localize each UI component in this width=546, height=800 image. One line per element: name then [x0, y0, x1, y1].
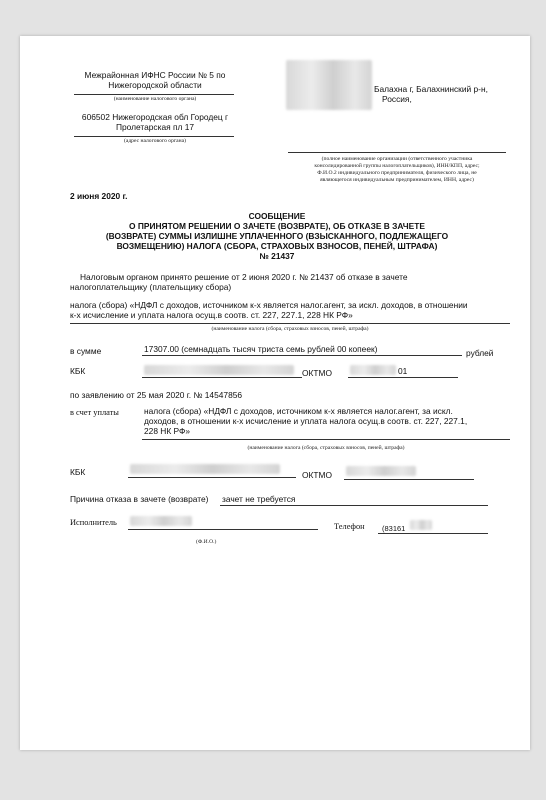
- redacted-recipient-name: [286, 60, 372, 110]
- recipient-line: [288, 152, 506, 153]
- kbk1-line: [142, 377, 302, 378]
- authority-name-caption: (наименование налогового органа): [113, 96, 197, 102]
- kbk2-label: КБК: [70, 467, 86, 477]
- redacted-kbk1: [144, 365, 294, 375]
- document-title: СООБЩЕНИЕ О ПРИНЯТОМ РЕШЕНИИ О ЗАЧЕТЕ (ВОЗВРАТЕ), ОБ ОТКАЗЕ В ЗАЧЕТЕ (ВОЗВРАТЕ) СУММЫ ИЗЛИШНЕ УПЛАЧЕННОГО (ВЗЫСКАННОГО, ПОДЛЕЖАЩЕГО ВОЗМЕЩЕНИЮ) НАЛОГА (СБОРА, СТРАХОВЫХ ВЗНОСОВ, ПЕНЕЙ, ШТРАФА) № 21437: [105, 211, 449, 261]
- document-page: [20, 36, 530, 750]
- authority-name-line: [74, 94, 234, 95]
- recipient-caption: (полное наименование организации (ответственного участника консолидированной группы налогоплательщиков), ИНН/КПП, адрес; Ф.И.О.2 индивидуального предпринимателя, физического лица, не являющегося индивидуальным предпринимателем, ИНН, адрес): [314, 156, 480, 183]
- phone-value: (83161: [382, 524, 406, 533]
- document-date: 2 июня 2020 г.: [70, 191, 128, 201]
- redacted-kbk2: [130, 464, 280, 474]
- refusal-label: Причина отказа в зачете (возврате): [70, 494, 209, 504]
- redacted-executor: [130, 516, 192, 526]
- refusal-value: зачет не требуется: [222, 494, 296, 504]
- payment-caption: (наименование налога (сбора, страховых взносов, пеней, штрафа): [247, 445, 405, 451]
- recipient-address: Балахна г, Балахнинский р-н, Россия,: [374, 84, 488, 104]
- authority-address: 606502 Нижегородская обл Городец г Пролетарская пл 17: [81, 112, 229, 132]
- tax-name-caption: (наименование налога (сбора, страховых взносов, пеней, штрафа): [211, 326, 369, 332]
- kbk1-label: КБК: [70, 366, 86, 376]
- tax-name: налога (сбора) «НДФЛ с доходов, источником к-х является налог.агент, за искл. доходов, в отношении к-х исчисление и уплата налога осущ.в соотв. ст. 227, 227.1, 228 НК РФ»: [70, 300, 468, 320]
- oktmo1-line: [348, 377, 458, 378]
- oktmo1-visible: 01: [398, 366, 408, 376]
- authority-address-caption: (адрес налогового органа): [123, 138, 187, 144]
- oktmo2-line: [344, 479, 474, 480]
- payment-line: [142, 439, 510, 440]
- amount-unit: рублей: [466, 348, 494, 358]
- phone-line: [378, 533, 488, 534]
- intro-text-cont: налогоплательщику (плательщику сбора): [70, 282, 232, 292]
- executor-caption: (Ф.И.О.): [196, 539, 217, 545]
- refusal-line: [220, 505, 488, 506]
- oktmo2-label: ОКТМО: [302, 470, 332, 480]
- kbk2-line: [128, 477, 296, 478]
- authority-name: Межрайонная ИФНС России № 5 по Нижегородской области: [84, 70, 226, 90]
- amount-value: 17307.00 (семнадцать тысяч триста семь рублей 00 копеек): [144, 344, 378, 354]
- payment-text: налога (сбора) «НДФЛ с доходов, источником к-х является налог.агент, за искл. доходов, в отношении к-х исчисление и уплата налога осущ.в соотв. ст. 227, 227.1, 228 НК РФ»: [144, 406, 468, 436]
- amount-label: в сумме: [70, 346, 102, 356]
- intro-text: Налоговым органом принято решение от 2 июня 2020 г. № 21437 об отказе в зачете: [80, 272, 408, 282]
- redacted-phone: [410, 520, 432, 530]
- application-text: по заявлению от 25 мая 2020 г. № 14547856: [70, 390, 243, 400]
- amount-line: [142, 355, 462, 356]
- executor-line: [128, 529, 318, 530]
- authority-address-line: [74, 136, 234, 137]
- payment-label: в счет уплаты: [70, 408, 119, 417]
- redacted-oktmo1: [350, 365, 396, 375]
- executor-label: Исполнитель: [70, 518, 117, 527]
- tax-name-line: [70, 323, 510, 324]
- redacted-oktmo2: [346, 466, 416, 476]
- oktmo1-label: ОКТМО: [302, 368, 332, 378]
- phone-label: Телефон: [334, 522, 365, 531]
